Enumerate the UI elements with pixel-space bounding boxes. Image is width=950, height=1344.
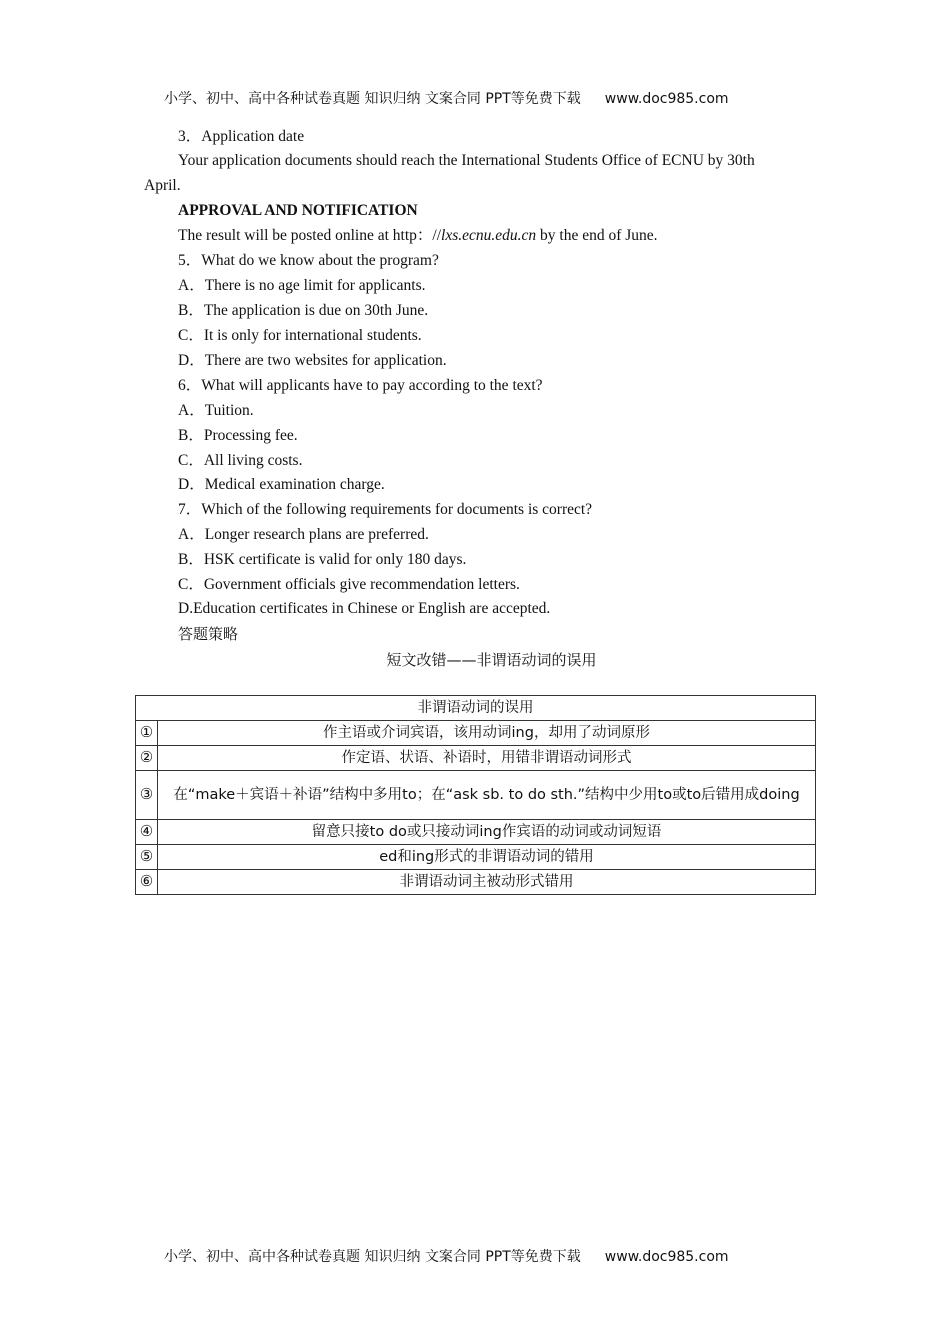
body-line-1: Your application documents should reach the International Students Office of ECNU by 30th [178,152,755,169]
header-text: 小学、初中、高中各种试卷真题 知识归纳 文案合同 PPT等免费下载 [164,91,581,107]
row-number: ⑥ [136,870,158,895]
question-6-option-b: B．Processing fee. [178,427,298,444]
question-7-option-b: B．HSK certificate is valid for only 180 days. [178,551,467,568]
question-5-option-a: A．There is no age limit for applicants. [178,277,426,294]
table-row [136,771,816,820]
result-url: lxs.ecnu.edu.cn [441,227,537,244]
row-text: 在“make＋宾语＋补语”结构中多用to；在“ask sb. to do sth.”结构中少用to或to后错用成doing [158,771,816,820]
approval-heading: APPROVAL AND NOTIFICATION [178,202,418,219]
page-footer [164,1246,804,1266]
row-text: 作定语、状语、补语时，用错非谓语动词形式 [158,746,816,771]
question-5-option-d: D．There are two websites for application. [178,352,447,369]
strategy-label: 答题策略 [178,625,239,643]
table-row [136,870,816,895]
row-text: 作主语或介词宾语，该用动词ing，却用了动词原形 [158,721,816,746]
question-6-option-c: C．All living costs. [178,452,303,469]
question-5-option-c: C．It is only for international students. [178,327,422,344]
question-6-option-a: A．Tuition. [178,402,254,419]
question-5-stem: 5．What do we know about the program? [178,252,439,269]
row-number: ⑤ [136,845,158,870]
question-6-stem: 6．What will applicants have to pay according to the text? [178,377,543,394]
row-text: 非谓语动词主被动形式错用 [158,870,816,895]
strategy-title: 短文改错——非谓语动词的误用 [386,651,597,669]
question-7-stem: 7．Which of the following requirements for documents is correct? [178,501,593,518]
row-number: ③ [136,771,158,820]
row-number: ① [136,721,158,746]
error-table [135,695,816,895]
question-7-option-c: C．Government officials give recommendation letters. [178,576,520,593]
footer-site: www.doc985.com [604,1249,729,1265]
body-line-2: April. [144,177,181,194]
question-7-option-a: A．Longer research plans are preferred. [178,526,429,543]
row-number: ④ [136,820,158,845]
result-suffix: by the end of June. [536,227,658,244]
question-5-option-b: B．The application is due on 30th June. [178,302,429,319]
row-text: 留意只接to do或只接动词ing作宾语的动词或动词短语 [158,820,816,845]
page-header [164,88,804,108]
table-header: 非谓语动词的误用 [136,696,816,721]
table-header-row [136,696,816,721]
table-row [136,820,816,845]
table-row [136,845,816,870]
table-row [136,746,816,771]
section-title: 3．Application date [178,128,305,145]
result-line [178,226,658,246]
question-6-option-d: D．Medical examination charge. [178,476,385,493]
result-prefix: The result will be posted online at http：// [178,227,442,244]
footer-text: 小学、初中、高中各种试卷真题 知识归纳 文案合同 PPT等免费下载 [164,1249,581,1265]
row-text: ed和ing形式的非谓语动词的错用 [158,845,816,870]
header-site: www.doc985.com [604,91,729,107]
row-number: ② [136,746,158,771]
question-7-option-d: D.Education certificates in Chinese or English are accepted. [178,600,551,617]
table-row [136,721,816,746]
